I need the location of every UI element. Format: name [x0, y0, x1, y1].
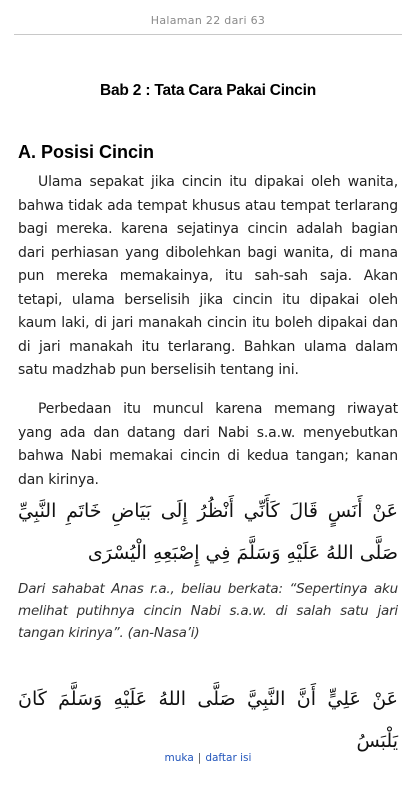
chapter-title: Bab 2 : Tata Cara Pakai Cincin: [100, 82, 316, 99]
header-divider: [14, 34, 402, 35]
footer-separator: |: [197, 752, 202, 764]
body-paragraph: Perbedaan itu muncul karena memang riwayat yang ada dan datang dari Nabi s.a.w. menyebutkan bahwa Nabi memakai cincin di kedua tangan; kanan dan kirinya.: [18, 401, 398, 488]
hadith-translation: Dari sahabat Anas r.a., beliau berkata: “Sepertinya aku melihat putihnya cincin Nabi s.a.w. di salah satu jari tangan kirinya”. (an-Nasa’i): [18, 581, 398, 641]
table-of-contents-link[interactable]: daftar isi: [205, 752, 252, 764]
page-header: [0, 0, 416, 36]
page-indicator: Halaman 22 dari 63: [150, 14, 266, 27]
footer-nav: [0, 752, 416, 764]
hadith-arabic-text: عَنْ أَنَسٍ قَالَ كَأَنِّي أَنْظُرُ إِلَى بَيَاضِ خَاتَمِ النَّبِيِّ صَلَّى اللهُ عَلَيْهِ وَسَلَّمَ فِي إِصْبَعِهِ الْيُسْرَى: [18, 500, 398, 564]
home-link[interactable]: muka: [164, 752, 194, 764]
body-paragraph: Ulama sepakat jika cincin itu dipakai oleh wanita, bahwa tidak ada tempat khusus atau tempat terlarang bagi mereka. karena sejatinya cincin adalah bagian dari perhiasan yang dibolehkan bagi wanita, di mana pun mereka memakainya, itu sah-sah saja. Akan tetapi, ulama berselisih jika cincin itu dipakai oleh kaum laki, di jari manakah cincin itu boleh dipakai dan di jari manakah itu terlarang. Bahkan ulama dalam satu madzhab pun berselisih tentang ini.: [18, 174, 398, 378]
section-heading: A. Posisi Cincin: [18, 142, 155, 162]
hadith-arabic-text: عَنْ عَلِيٍّ أَنَّ النَّبِيَّ صَلَّى اللهُ عَلَيْهِ وَسَلَّمَ كَانَ يَلْبَسُ: [18, 688, 398, 752]
